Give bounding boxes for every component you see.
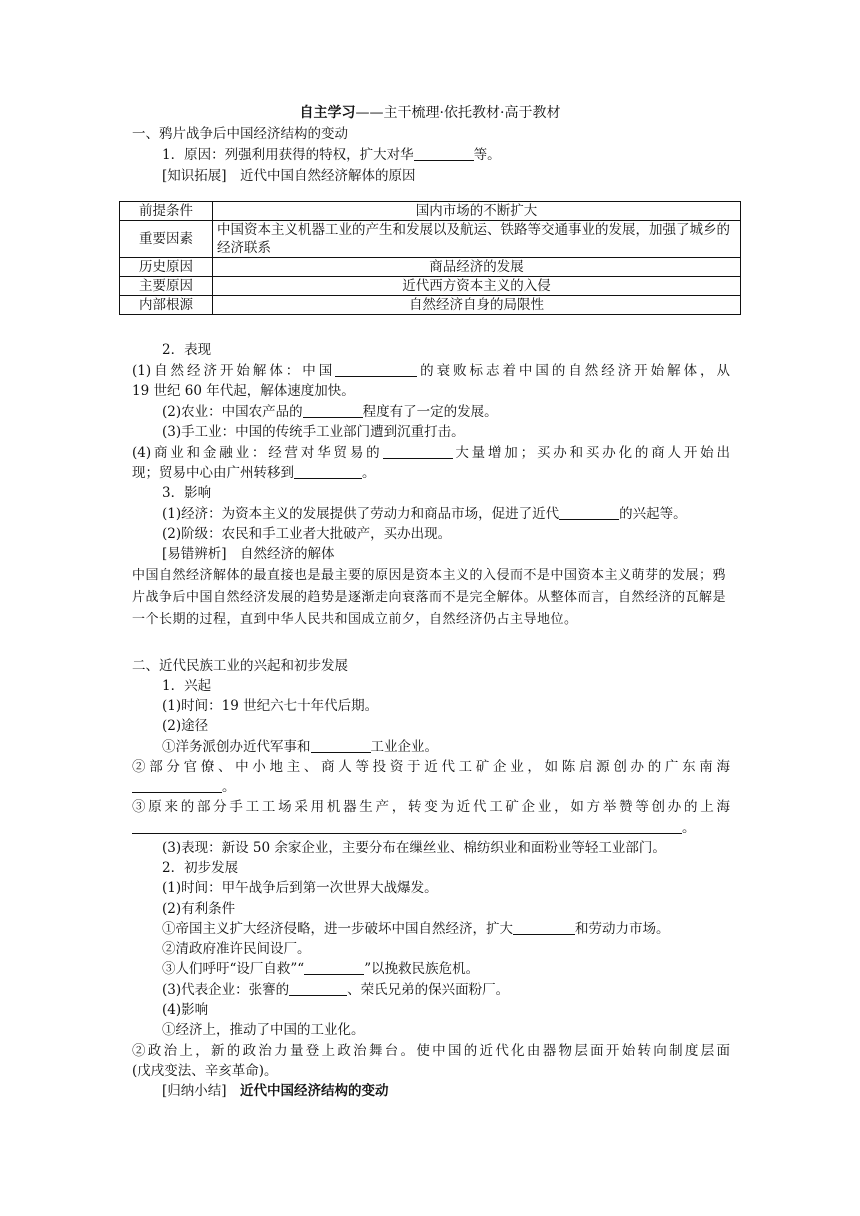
text: ③人们呼吁“设厂自救”“ bbox=[162, 961, 305, 977]
text: 等。 bbox=[473, 147, 501, 163]
row-label: 历史原因 bbox=[120, 258, 213, 277]
s2-cond-1 bbox=[162, 919, 670, 939]
section2-heading: 二、近代民族工业的兴起和初步发展 bbox=[132, 658, 348, 674]
fill-blank bbox=[414, 146, 474, 161]
text: 近代中国经济结构的变动 bbox=[240, 1083, 389, 1099]
row-label: 主要原因 bbox=[120, 277, 213, 296]
causes-table bbox=[119, 201, 741, 315]
s2-development: 2．初步发展 bbox=[162, 860, 239, 876]
s1-i1 bbox=[162, 504, 687, 524]
s2-influence-2-cont: (戊戌变法、辛亥革命)。 bbox=[132, 1063, 278, 1079]
table-row bbox=[120, 202, 741, 221]
fill-blank bbox=[132, 819, 682, 834]
text: 的衰败标志着中国的自然经济开始解体，从 bbox=[417, 363, 730, 379]
s2-cond-3 bbox=[162, 959, 479, 979]
text: ①帝国主义扩大经济侵略，进一步破坏中国自然经济，扩大 bbox=[162, 921, 513, 937]
row-label: 内部根源 bbox=[120, 296, 213, 315]
text: 。 bbox=[222, 779, 236, 795]
fill-blank bbox=[559, 505, 619, 520]
row-value: 自然经济自身的局限性 bbox=[213, 296, 741, 315]
s2-influence-2: ②政治上，新的政治力量登上政治舞台。使中国的近代化由器物层面开始转向制度层面 bbox=[132, 1043, 730, 1059]
s2-rise: 1．兴起 bbox=[162, 678, 212, 694]
row-value: 中国资本主义机器工业的产生和发展以及航运、铁路等交通事业的发展，加强了城乡的经济联系 bbox=[213, 221, 741, 258]
s2-rise-time: (1)时间：19 世纪六七十年代后期。 bbox=[162, 698, 379, 714]
table-row bbox=[120, 277, 741, 296]
fill-blank bbox=[289, 981, 347, 996]
s1-i2: (2)阶级：农民和手工业者大批破产，买办出现。 bbox=[162, 526, 452, 542]
text: 工业企业。 bbox=[370, 739, 438, 755]
table-row bbox=[120, 296, 741, 315]
fill-blank bbox=[304, 960, 364, 975]
knowledge-expansion-label: [知识拓展] 近代中国自然经济解体的原因 bbox=[162, 168, 416, 184]
row-label: 重要因素 bbox=[120, 221, 213, 258]
s2-path-3-cont bbox=[132, 818, 696, 838]
s2-path-1 bbox=[162, 737, 438, 757]
title-bold: 自主学习 bbox=[299, 105, 356, 121]
s1-cause bbox=[162, 145, 501, 165]
fill-blank bbox=[383, 444, 453, 459]
text: 。 bbox=[682, 820, 696, 836]
row-label: 前提条件 bbox=[120, 202, 213, 221]
s1-m4 bbox=[132, 443, 730, 463]
fill-blank bbox=[303, 403, 363, 418]
text: [归纳小结] bbox=[162, 1083, 227, 1099]
s1-m4-cont bbox=[132, 463, 376, 483]
text: 、荣氏兄弟的保兴面粉厂。 bbox=[347, 982, 510, 998]
title-subtitle: ——主干梳理·依托教材·高于教材 bbox=[355, 105, 561, 121]
s2-path-2: ②部分官僚、中小地主、商人等投资于近代工矿企业，如陈启源创办的广东南海 bbox=[132, 759, 730, 775]
error-analysis-label: [易错辨析] 自然经济的解体 bbox=[162, 546, 335, 562]
s2-dev-conditions: (2)有利条件 bbox=[162, 901, 236, 917]
text: 现；贸易中心由广州转移到 bbox=[132, 465, 294, 481]
s1-impact: 3．影响 bbox=[162, 485, 212, 501]
fill-blank bbox=[311, 738, 371, 753]
s1-m2 bbox=[162, 402, 498, 422]
s2-rise-performance: (3)表现：新设 50 余家企业，主要分布在缫丝业、棉纺织业和面粉业等轻工业部门。 bbox=[162, 840, 666, 856]
s1-m1 bbox=[132, 361, 730, 381]
error-analysis-note: 中国自然经济解体的最直接也是最主要的原因是资本主义的入侵而不是中国资本主义萌芽的发展；鸦片战争后中国自然经济发展的趋势是逐渐走向衰落而不是完全解体。从整体而言，自然经济的瓦解是一个长期的过程，直到中华人民共和国成立前夕，自然经济仍占主导地位。 bbox=[132, 568, 727, 627]
s2-influence-1: ①经济上，推动了中国的工业化。 bbox=[162, 1022, 365, 1038]
s2-path-3: ③原来的部分手工工场采用机器生产，转变为近代工矿企业，如方举赞等创办的上海 bbox=[132, 799, 730, 815]
s2-path-2-cont bbox=[132, 777, 236, 797]
fill-blank bbox=[335, 362, 417, 377]
s1-manifestation: 2．表现 bbox=[162, 342, 212, 358]
text: 。 bbox=[362, 465, 376, 481]
fill-blank bbox=[132, 778, 222, 793]
text: (4)商业和金融业：经营对华贸易的 bbox=[132, 445, 383, 461]
s2-influence: (4)影响 bbox=[162, 1002, 209, 1018]
text: ①洋务派创办近代军事和 bbox=[162, 739, 311, 755]
summary-label bbox=[162, 1081, 389, 1101]
s2-representative bbox=[162, 980, 509, 1000]
fill-blank bbox=[513, 920, 575, 935]
s2-rise-path: (2)途径 bbox=[162, 718, 209, 734]
text: 和劳动力市场。 bbox=[575, 921, 670, 937]
text: 1．原因：列强利用获得的特权，扩大对华 bbox=[162, 147, 414, 163]
text: (1)自然经济开始解体：中国 bbox=[132, 363, 336, 379]
text: 程度有了一定的发展。 bbox=[362, 404, 498, 420]
row-value: 商品经济的发展 bbox=[213, 258, 741, 277]
text: 大量增加；买办和买办化的商人开始出 bbox=[452, 445, 731, 461]
text: (1)经济：为资本主义的发展提供了劳动力和商品市场，促进了近代 bbox=[162, 506, 560, 522]
section1-heading: 一、鸦片战争后中国经济结构的变动 bbox=[132, 126, 348, 142]
fill-blank bbox=[294, 464, 362, 479]
table-row bbox=[120, 258, 741, 277]
row-value: 国内市场的不断扩大 bbox=[213, 202, 741, 221]
page-title bbox=[0, 103, 860, 123]
s2-dev-time: (1)时间：甲午战争后到第一次世界大战爆发。 bbox=[162, 880, 438, 896]
s2-cond-2: ②清政府准许民间设厂。 bbox=[162, 941, 311, 957]
text: ”以挽救民族危机。 bbox=[364, 961, 480, 977]
text: 的兴起等。 bbox=[619, 506, 687, 522]
text: (2)农业：中国农产品的 bbox=[162, 404, 303, 420]
text: (3)代表企业：张謇的 bbox=[162, 982, 290, 998]
row-value: 近代西方资本主义的入侵 bbox=[213, 277, 741, 296]
s1-m3: (3)手工业：中国的传统手工业部门遭到沉重打击。 bbox=[162, 424, 465, 440]
table-row bbox=[120, 221, 741, 258]
s1-m1-cont: 19 世纪 60 年代起，解体速度加快。 bbox=[132, 383, 355, 399]
